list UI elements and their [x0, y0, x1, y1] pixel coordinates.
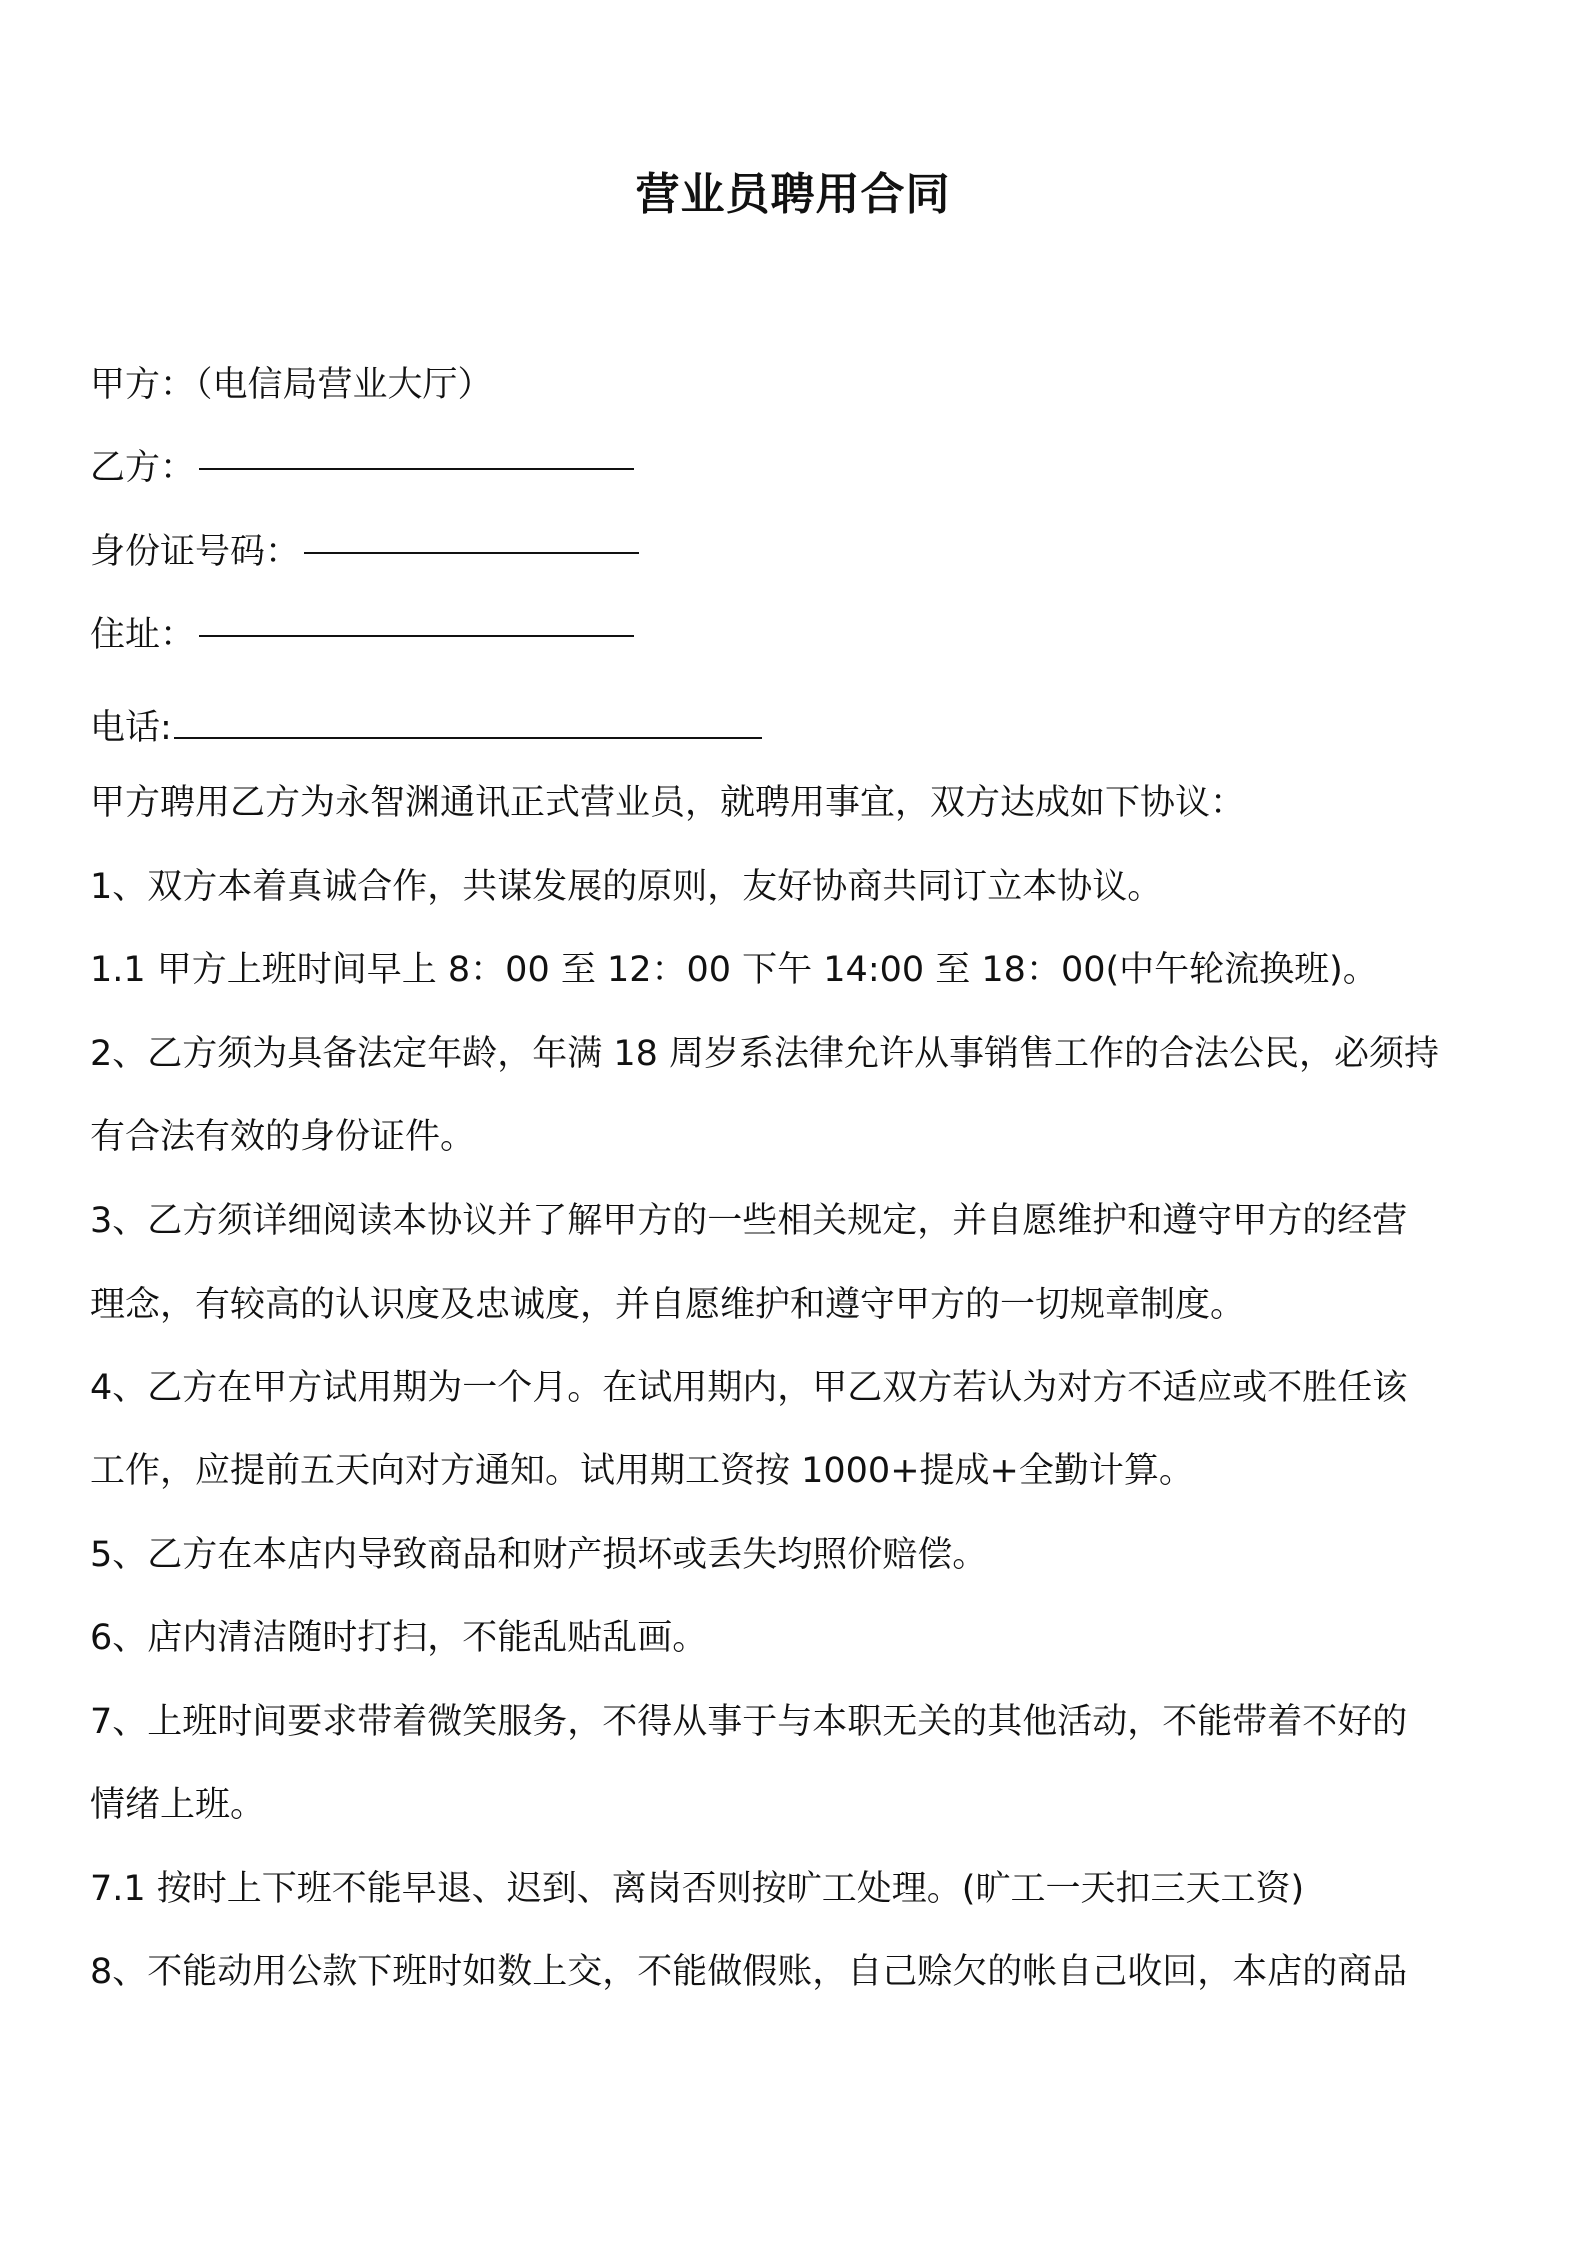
id-number-field — [90, 527, 639, 577]
clause-line: 1.1 甲方上班时间早上 8：00 至 12：00 下午 14:00 至 18：00(中午轮流换班)。 — [90, 950, 1378, 990]
clause-line: 5、乙方在本店内导致商品和财产损坏或丢失均照价赔偿。 — [90, 1535, 988, 1575]
intro-paragraph: 甲方聘用乙方为永智渊通讯正式营业员，就聘用事宜，双方达成如下协议： — [90, 783, 1246, 823]
address-blank — [199, 635, 634, 637]
clause-line: 有合法有效的身份证件。 — [90, 1117, 476, 1157]
phone-blank — [174, 701, 762, 739]
clause-line: 情绪上班。 — [90, 1785, 266, 1825]
party-a-line: 甲方：（电信局营业大厅） — [90, 365, 493, 405]
clause-line: 7、上班时间要求带着微笑服务，不得从事于与本职无关的其他活动，不能带着不好的 — [90, 1702, 1408, 1742]
party-b-blank — [199, 468, 634, 470]
clause-line: 8、不能动用公款下班时如数上交，不能做假账，自己赊欠的帐自己收回，本店的商品 — [90, 1952, 1408, 1992]
clause-line: 4、乙方在甲方试用期为一个月。在试用期内，甲乙双方若认为对方不适应或不胜任该 — [90, 1368, 1408, 1408]
clause-line: 6、店内清洁随时打扫，不能乱贴乱画。 — [90, 1618, 708, 1658]
id-number-blank — [304, 552, 639, 554]
document-title: 营业员聘用合同 — [635, 169, 951, 220]
id-number-label: 身份证号码： — [90, 532, 301, 572]
party-b-field — [90, 443, 634, 493]
clause-line: 3、乙方须详细阅读本协议并了解甲方的一些相关规定，并自愿维护和遵守甲方的经营 — [90, 1201, 1408, 1241]
clause-line: 1、双方本着真诚合作，共谋发展的原则，友好协商共同订立本协议。 — [90, 867, 1163, 907]
address-field — [90, 610, 634, 660]
address-label: 住址： — [90, 615, 196, 655]
phone-label: 电话: — [90, 708, 172, 748]
phone-field — [90, 701, 762, 753]
clause-line: 7.1 按时上下班不能早退、迟到、离岗否则按旷工处理。(旷工一天扣三天工资) — [90, 1869, 1305, 1909]
clause-line: 工作，应提前五天向对方通知。试用期工资按 1000+提成+全勤计算。 — [90, 1451, 1194, 1491]
clause-line: 2、乙方须为具备法定年龄，年满 18 周岁系法律允许从事销售工作的合法公民，必须持 — [90, 1034, 1440, 1074]
party-b-label: 乙方： — [90, 448, 196, 488]
clause-line: 理念，有较高的认识度及忠诚度，并自愿维护和遵守甲方的一切规章制度。 — [90, 1285, 1246, 1325]
